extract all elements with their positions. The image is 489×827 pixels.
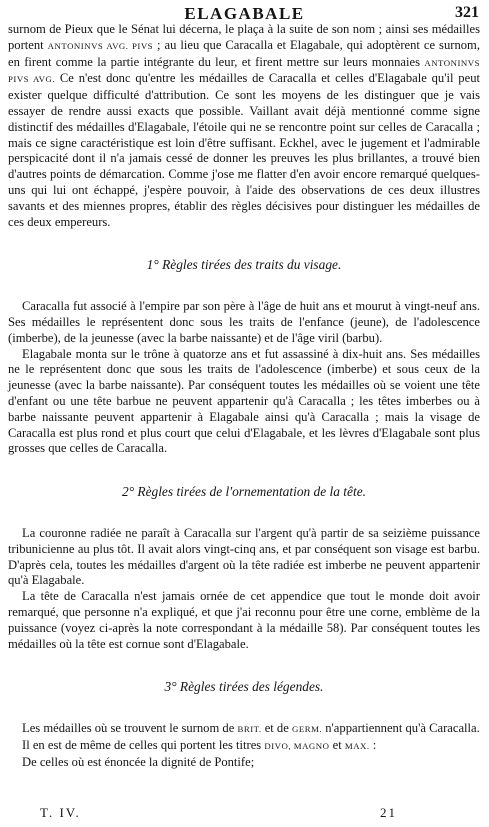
paragraph-titles-part-2: et	[329, 737, 345, 752]
legend-antoninvs-avg-pivs: ANTONINVS AVG. PIVS	[47, 40, 154, 51]
legend-max: MAX.	[344, 740, 370, 751]
body-text	[8, 22, 480, 770]
paragraph-radiate-crown: La couronne radiée ne paraît à Caracalla sur l'argent qu'à partir de sa seizième puissance tribunicienne au plus tôt. Il avait alors vingt-cinq ans, et par conséquent son visage est barbu. D'après cela, toutes les médailles d'argent où la tête radiée est imberbe ne peuvent appartenir qu'à Elagabale.	[8, 525, 480, 588]
paragraph-intro-part-1: surnom de Pieux que le Sénat lui décerna, le plaça à la suite de son nom ; ainsi ses médailles portent	[8, 22, 480, 52]
paragraph-pontife: De celles où est énoncée la dignité de Pontife;	[22, 754, 255, 769]
section-title-face-features: 1° Règles tirées des traits du visage.	[146, 257, 342, 273]
section-title-head-ornament: 2° Règles tirées de l'ornementation de la tête.	[122, 484, 366, 500]
volume-number: T. IV.	[40, 805, 81, 820]
paragraph-titles	[8, 738, 480, 755]
paragraph-brit-germ-part-3: n'appartiennent qu'à Caracalla.	[322, 721, 480, 736]
legend-antoninvs-pivs-avg: ANTONINVS PIVS AVG.	[8, 57, 480, 85]
running-title: ELAGABALE	[184, 4, 305, 23]
paragraph-titles-part-1: Il en est de même de celles qui portent les titres	[22, 737, 265, 752]
legend-brit: BRIT.	[237, 724, 262, 735]
legend-germ: GERM.	[291, 724, 323, 735]
paragraph-brit-germ-part-1: Les médailles où se trouvent le surnom de	[22, 721, 238, 736]
paragraph-horn: La tête de Caracalla n'est jamais ornée de cet appendice que tout le monde doit avoir remarqué, que personne n'a expliqué, et que j'ai reconnu pour être une corne, emblème de la puissance (voyez ci-après la note correspondant à la médaille 58). Par conséquent toutes les médailles où la tête est cornue sont d'Elagabale.	[8, 589, 480, 651]
paragraph-intro	[8, 22, 480, 230]
paragraph-brit-germ	[8, 721, 480, 738]
signature-mark: 21	[380, 805, 397, 820]
paragraph-elagabale-age: Elagabale monta sur le trône à quatorze ans et fut assassiné à dix-huit ans. Ses médailles ne le représentent donc que sous les traits de l'adolescence (imberbe) et sous ceux de la jeunesse (avec la barbe naissante). Par conséquent toutes les médailles où se voient une tête d'enfant ou une tête barbue ne peuvent appartenir qu'à Caracalla ; les têtes imberbes ou à barbe naissante peuvent appartenir à Elagabale ainsi qu'à Caracalla ; mais la visage de Caracalla est plus rond et plus court que celui d'Elagabale, et les lèvres d'Elagabale sont plus grosses que celles de Caracalla.	[8, 346, 480, 456]
paragraph-brit-germ-part-2: et de	[261, 721, 292, 736]
paragraph-intro-part-3: Ce n'est donc qu'entre les médailles de Caracalla et celles d'Elagabale qu'il peut exister quelque difficulté d'attribution. Ce sont les moyens de les distinguer que je vais essayer de rendre aussi exacts que possible. Vaillant avait déjà mentionné comme signe distinctif des médailles d'Elagabale, l'étoile qui ne se rencontre point sur celles de Caracalla ; mais ce signe caractéristique est loin d'être suffisant. Eckhel, avec le jugement et l'admirable perspicacité dont il n'a jamais cessé de donner les preuves les plus brillantes, a trouvé bien d'autres points de démarcation. Comme j'ose me flatter d'en avoir encore remarqué quelques-uns qui lui ont échappé, j'espère pouvoir, à l'aide des observations de ces deux illustres savants et des miennes propres, établir des règles décisives pour distinguer les médailles de ces deux empereurs.	[8, 71, 480, 229]
running-head	[0, 4, 489, 24]
legend-divo-magno: DIVO, MAGNO	[264, 740, 330, 751]
section-title-legends: 3° Règles tirées des légendes.	[164, 679, 324, 695]
paragraph-intro-part-2: ; au lieu que Caracalla et Elagabale, qui adoptèrent ce surnom, en firent comme la partie intégrante du leur, et firent mettre sur leurs monnaies	[8, 37, 480, 69]
paragraph-titles-part-3: :	[369, 737, 377, 752]
paragraph-caracalla-age: Caracalla fut associé à l'empire par son père à l'âge de huit ans et mourut à vingt-neuf ans. Ses médailles le représentent donc sous les traits de l'enfance (jeune), de l'adolescence (imberbe), de la jeunesse (avec la barbe naissante) et de l'âge viril (barbu).	[8, 299, 480, 345]
page-number: 321	[455, 4, 479, 21]
page-footer	[0, 805, 489, 823]
